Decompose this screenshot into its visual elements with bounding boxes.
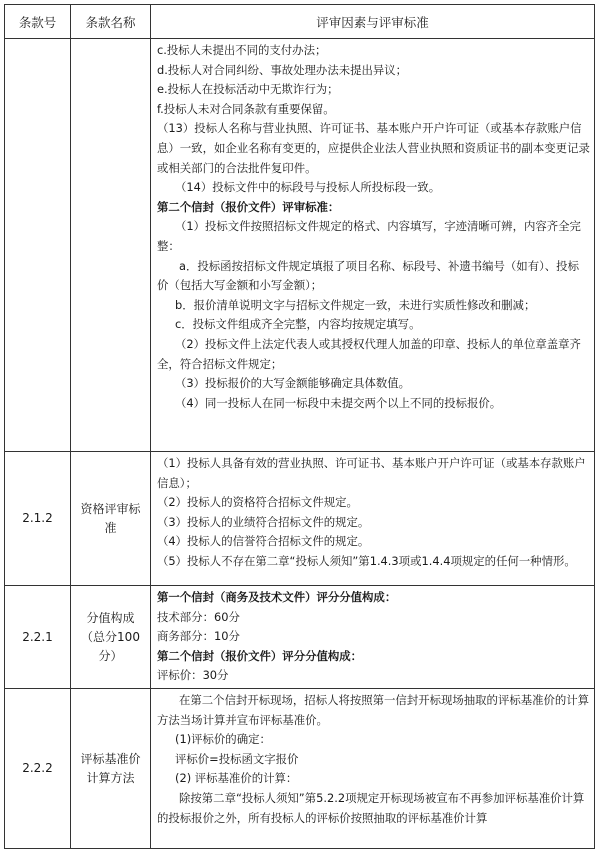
criteria-paragraph: （13）投标人名称与营业执照、许可证书、基本账户开户许可证（或基本存款账户信息）一致，如企业名称有变更的，应提供企业法人营业执照和资质证书的副本变更记录或相关部门的合法批件复印件。 <box>157 121 590 175</box>
criteria-line: （3）投标人的业绩符合招标文件的规定。 <box>157 514 370 529</box>
criteria-line: e.投标人在投标活动中无欺诈行为； <box>157 82 339 97</box>
header-clause-number: 条款号 <box>5 5 71 39</box>
evaluation-criteria-table <box>4 4 595 849</box>
criteria-paragraph: （1）投标人具备有效的营业执照、许可证书、基本账户开户许可证（或基本存款账户信息）； <box>157 456 586 490</box>
criteria-paragraph: 在第二个信封开标现场，招标人将按照第一信封开标现场抽取的评标基准价的计算方法当场计算并宣布评标基准价。 <box>157 693 590 727</box>
criteria-line: c．投标文件组成齐全完整，内容均按规定填写。 <box>175 317 421 332</box>
clause-number-cell <box>5 39 71 452</box>
criteria-line: c.投标人未提出不同的支付办法； <box>157 43 327 57</box>
clause-number-cell: 2.1.2 <box>5 452 71 586</box>
criteria-cell <box>151 586 595 689</box>
clause-name-cell: 分值构成（总分100分） <box>71 586 151 689</box>
header-criteria: 评审因素与评审标准 <box>151 5 595 39</box>
criteria-line: 评标价：30分 <box>157 668 229 683</box>
header-clause-name: 条款名称 <box>71 5 151 39</box>
table-row <box>5 39 595 452</box>
criteria-line: （14）投标文件中的标段号与投标人所投标段一致。 <box>175 180 441 195</box>
clause-name-cell: 评标基准价计算方法 <box>71 689 151 849</box>
criteria-line: （3）投标报价的大写金额能够确定具体数值。 <box>175 376 411 391</box>
clause-name-cell <box>71 39 151 452</box>
criteria-line: （4）同一投标人在同一标段中未提交两个以上不同的投标报价。 <box>175 395 502 410</box>
criteria-line: f.投标人未对合同条款有重要保留。 <box>157 101 335 116</box>
table-row <box>5 689 595 849</box>
criteria-line: b．报价清单说明文字与招标文件规定一致，未进行实质性修改和删减； <box>175 297 536 312</box>
table-row <box>5 452 595 586</box>
clause-number-cell: 2.2.2 <box>5 689 71 849</box>
section-heading: 第二个信封（报价文件）评审标准： <box>157 199 340 214</box>
criteria-paragraph: a．投标函按招标文件规定填报了项目名称、标段号、补遗书编号（如有）、投标价（包括大写金额和小写金额）； <box>157 258 579 293</box>
criteria-cell <box>151 39 595 452</box>
criteria-line: 技术部分：60分 <box>157 609 240 624</box>
clause-number-cell: 2.2.1 <box>5 586 71 689</box>
criteria-line: 评标价=投标函文字报价 <box>175 751 299 766</box>
criteria-paragraph: （2）投标文件上法定代表人或其授权代理人加盖的印章、投标人的单位章盖章齐全，符合招标文件规定； <box>157 336 581 371</box>
criteria-paragraph: （5）投标人不存在第二章“投标人须知”第1.4.3项或1.4.4项规定的任何一种情形。 <box>157 553 576 568</box>
criteria-line: （4）投标人的信誉符合招标文件的规定。 <box>157 534 370 549</box>
criteria-paragraph: （1）投标文件按照招标文件规定的格式、内容填写，字迹清晰可辨，内容齐全完整： <box>157 219 581 253</box>
table-row <box>5 586 595 689</box>
clause-name-cell: 资格评审标准 <box>71 452 151 586</box>
section-heading: 第一个信封（商务及技术文件）评分分值构成： <box>157 590 397 604</box>
table-header-row <box>5 5 595 39</box>
criteria-line: d.投标人对合同纠纷、事故处理办法未提出异议； <box>157 62 408 77</box>
criteria-line: 商务部分：10分 <box>157 629 240 644</box>
criteria-line: (1)评标价的确定： <box>175 732 271 747</box>
criteria-line: （2）投标人的资格符合招标文件规定。 <box>157 495 358 510</box>
section-heading: 第二个信封（报价文件）评分分值构成： <box>157 648 363 663</box>
criteria-cell <box>151 452 595 586</box>
criteria-paragraph: 除按第二章“投标人须知”第5.2.2项规定开标现场被宣布不再参加评标基准价计算的投标报价之外，所有投标人的评标价按照抽取的评标基准价计算 <box>157 790 585 825</box>
criteria-line: (2) 评标基准价的计算： <box>175 771 298 786</box>
criteria-cell <box>151 689 595 849</box>
